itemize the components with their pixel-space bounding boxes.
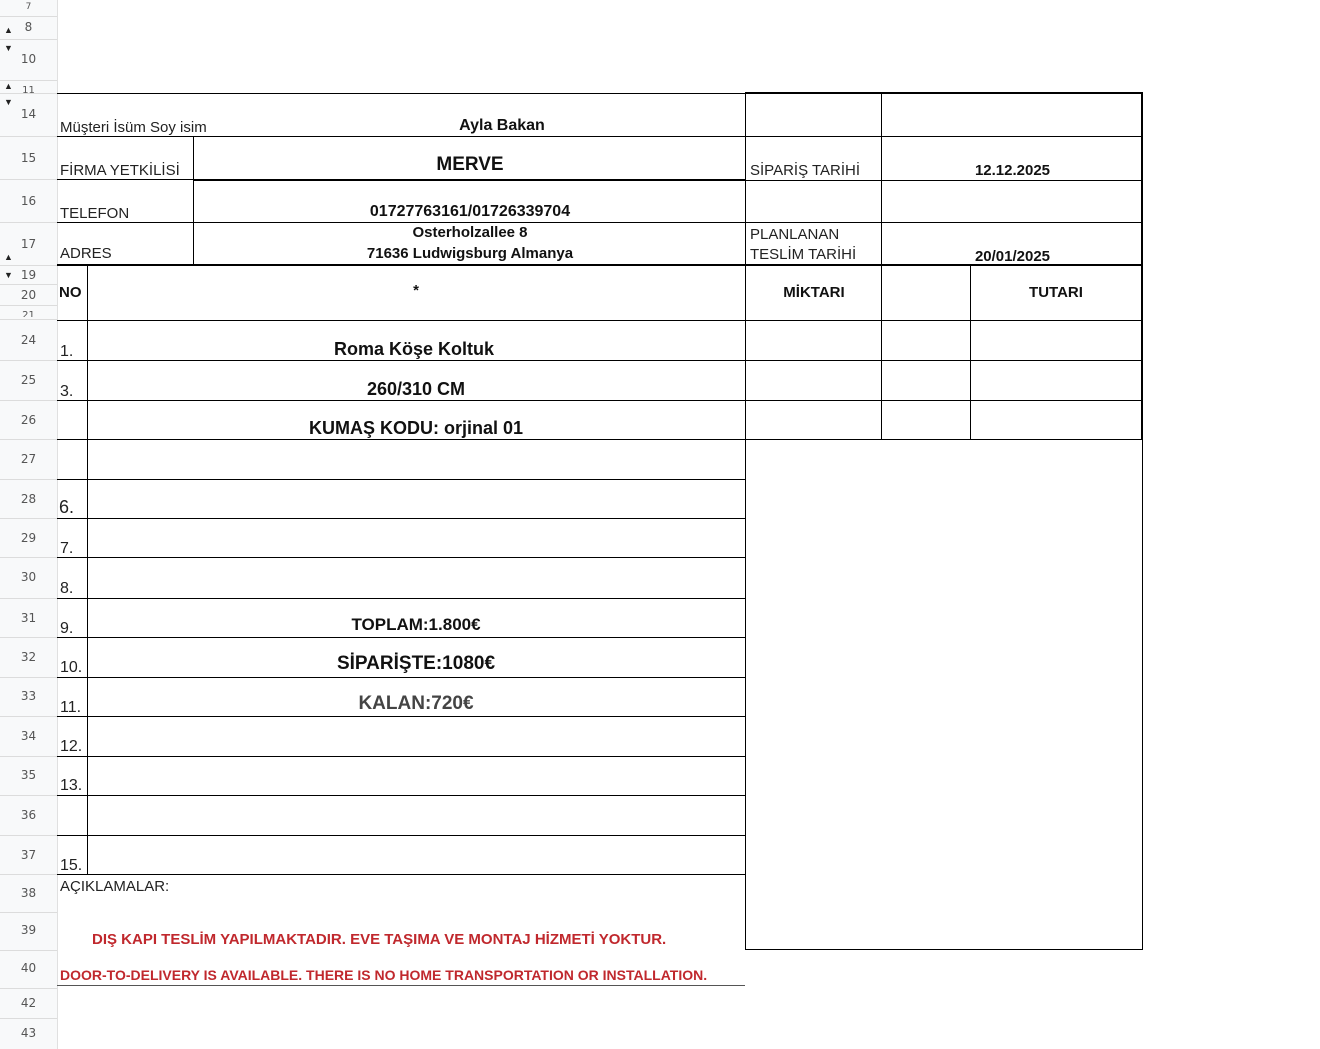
row-description-total[interactable]: TOPLAM:1.800€ (351, 615, 481, 634)
phone-label: TELEFON (60, 205, 130, 222)
row-divider (0, 1018, 57, 1019)
row-divider (0, 874, 57, 875)
row-header-gutter (0, 0, 58, 1049)
row-divider (0, 795, 57, 796)
row-number[interactable]: 20 (20, 288, 37, 302)
row-divider (0, 479, 57, 480)
row-no: 9. (60, 620, 74, 637)
row-description-remaining[interactable]: KALAN:720€ (358, 693, 474, 714)
expand-down-icon[interactable]: ▼ (4, 270, 13, 280)
notes-label: AÇIKLAMALAR: (60, 878, 170, 895)
col-header-description: * (413, 282, 419, 299)
collapse-up-icon[interactable]: ▲ (4, 81, 13, 91)
customer-name-label: Müşteri İsüm Soy isim (60, 119, 207, 136)
row-no: 10. (60, 659, 83, 676)
row-no: 13. (60, 777, 83, 794)
firm-rep-value[interactable]: MERVE (436, 154, 504, 175)
row-divider (0, 637, 57, 638)
row-divider (0, 16, 57, 17)
planned-delivery-label-line-1: PLANLANAN (750, 226, 840, 243)
row-divider (0, 988, 57, 989)
row-no: 12. (60, 738, 83, 755)
row-number[interactable]: 8 (24, 20, 33, 34)
order-date-label: SİPARİŞ TARİHİ (750, 162, 861, 179)
row-number[interactable]: 29 (20, 531, 37, 545)
expand-down-icon[interactable]: ▼ (4, 43, 13, 53)
delivery-note-english: DOOR-TO-DELIVERY IS AVAILABLE. THERE IS NO HOME TRANSPORTATION OR INSTALLATION. (60, 967, 708, 983)
collapse-up-icon[interactable]: ▲ (4, 252, 13, 262)
row-description[interactable]: 260/310 CM (366, 379, 466, 399)
row-number[interactable]: 14 (20, 107, 37, 121)
row-number[interactable]: 11 (22, 85, 35, 93)
address-line-1[interactable]: Osterholzallee 8 (412, 224, 528, 241)
row-number[interactable]: 32 (20, 650, 37, 664)
row-description[interactable]: Roma Köşe Koltuk (333, 339, 495, 359)
row-divider (0, 439, 57, 440)
row-divider (0, 677, 57, 678)
row-number[interactable]: 33 (20, 689, 37, 703)
delivery-note-turkish: DIŞ KAPI TESLİM YAPILMAKTADIR. EVE TAŞIMA VE MONTAJ HİZMETİ YOKTUR. (92, 931, 667, 948)
row-divider (0, 950, 57, 951)
row-divider (0, 319, 57, 320)
row-divider (0, 93, 57, 94)
row-divider (0, 557, 57, 558)
row-number[interactable]: 30 (20, 570, 37, 584)
row-no: 15. (60, 857, 83, 874)
row-divider (0, 518, 57, 519)
row-number[interactable]: 25 (20, 373, 37, 387)
address-label: ADRES (60, 245, 112, 262)
row-divider (0, 716, 57, 717)
row-number[interactable]: 26 (20, 413, 37, 427)
row-divider (0, 222, 57, 223)
row-description-deposit[interactable]: SİPARİŞTE:1080€ (336, 653, 496, 674)
row-number[interactable]: 38 (20, 886, 37, 900)
row-no: 8. (60, 580, 74, 597)
row-number[interactable]: 42 (20, 996, 37, 1010)
row-number[interactable]: 16 (20, 194, 37, 208)
row-number[interactable]: 15 (20, 151, 37, 165)
address-line-2[interactable]: 71636 Ludwigsburg Almanya (366, 245, 574, 262)
planned-delivery-value[interactable]: 20/01/2025 (974, 248, 1051, 265)
row-divider (0, 305, 57, 306)
row-number[interactable]: 39 (20, 923, 37, 937)
row-number[interactable]: 35 (20, 768, 37, 782)
row-number[interactable]: 31 (20, 611, 37, 625)
row-number[interactable]: 17 (20, 237, 37, 251)
row-divider (0, 284, 57, 285)
row-divider (0, 360, 57, 361)
col-header-total: TUTARI (1029, 284, 1083, 301)
row-number[interactable]: 24 (20, 333, 37, 347)
col-header-quantity: MİKTARI (783, 284, 845, 301)
row-no: 3. (60, 383, 74, 400)
row-number[interactable]: 36 (20, 808, 37, 822)
firm-rep-label: FİRMA YETKİLİSİ (60, 162, 180, 179)
planned-delivery-label-line-2: TESLİM TARİHİ (750, 246, 857, 263)
row-description[interactable]: KUMAŞ KODU: orjinal 01 (308, 418, 524, 438)
row-number[interactable]: 40 (20, 961, 37, 975)
row-number[interactable]: 10 (20, 52, 37, 66)
row-divider (0, 265, 57, 266)
row-divider (0, 912, 57, 913)
row-number[interactable]: 34 (20, 729, 37, 743)
row-no: 1. (60, 343, 74, 360)
row-divider (0, 835, 57, 836)
expand-down-icon[interactable]: ▼ (4, 97, 13, 107)
row-number[interactable]: 21 (22, 310, 35, 317)
phone-value[interactable]: 01727763161/01726339704 (369, 203, 571, 220)
col-header-no: NO (59, 284, 82, 301)
order-date-value[interactable]: 12.12.2025 (974, 162, 1051, 179)
row-number[interactable]: 7 (25, 2, 32, 12)
row-no: 11. (60, 699, 82, 716)
row-number[interactable]: 37 (20, 848, 37, 862)
row-number[interactable]: 28 (20, 492, 37, 506)
row-no: 6. (59, 497, 75, 517)
row-divider (0, 179, 57, 180)
row-divider (0, 39, 57, 40)
row-divider (0, 136, 57, 137)
customer-name-value[interactable]: Ayla Bakan (459, 117, 545, 134)
row-divider (0, 598, 57, 599)
row-number[interactable]: 27 (20, 452, 37, 466)
row-divider (0, 400, 57, 401)
row-number[interactable]: 19 (20, 268, 37, 282)
row-number[interactable]: 43 (20, 1026, 37, 1040)
collapse-up-icon[interactable]: ▲ (4, 25, 13, 35)
row-no: 7. (60, 540, 74, 557)
row-divider (0, 756, 57, 757)
